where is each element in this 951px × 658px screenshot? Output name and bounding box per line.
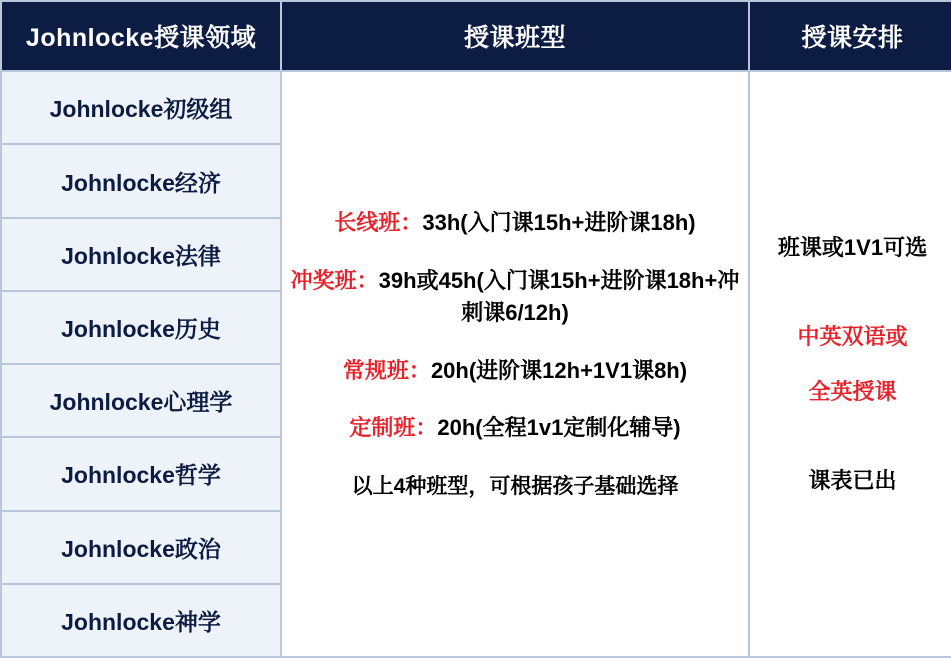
subject-cell-2: Johnlocke法律 xyxy=(1,218,281,291)
class-type-item-3 xyxy=(282,412,748,444)
class-type-detail-2: 20h(进阶课12h+1V1课8h) xyxy=(430,357,688,383)
subject-cell-4: Johnlocke心理学 xyxy=(1,364,281,437)
class-type-name-2: 常规班： xyxy=(342,357,431,383)
class-type-item-2 xyxy=(282,355,748,387)
class-type-item-1 xyxy=(282,265,748,329)
header-class-types: 授课班型 xyxy=(281,1,749,71)
arrangement-spacer-2 xyxy=(750,430,951,464)
class-type-name-3: 定制班： xyxy=(349,415,438,441)
class-type-detail-3: 20h(全程1v1定制化辅导) xyxy=(437,415,681,441)
class-type-name-1: 冲奖班： xyxy=(290,267,379,293)
header-teaching-subjects: Johnlocke授课领域 xyxy=(1,1,281,71)
subject-cell-6: Johnlocke政治 xyxy=(1,511,281,584)
subject-cell-0: Johnlocke初级组 xyxy=(1,71,281,144)
arrangement-line-2a: 中英双语或 xyxy=(797,324,908,350)
class-selection-note: 以上4种班型，可根据孩子基础选择 xyxy=(351,475,679,499)
arrangement-cell xyxy=(749,71,951,657)
class-type-detail-1: 39h或45h(入门课15h+进阶课18h+冲刺课6/12h) xyxy=(378,267,740,325)
subject-cell-1: Johnlocke经济 xyxy=(1,144,281,217)
subject-cell-3: Johnlocke历史 xyxy=(1,291,281,364)
subject-cell-7: Johnlocke神学 xyxy=(1,584,281,657)
class-type-name-0: 长线班： xyxy=(334,209,423,235)
arrangement-spacer-1 xyxy=(750,264,951,298)
arrangement-line-1: 班课或1V1可选 xyxy=(777,235,928,261)
class-type-detail-0: 33h(入门课15h+进阶课18h) xyxy=(422,209,696,235)
arrangement-line-3: 课表已出 xyxy=(808,468,897,494)
header-teaching-arrangement: 授课安排 xyxy=(749,1,951,71)
class-types-cell xyxy=(281,71,749,657)
table-header-row xyxy=(1,1,951,71)
table-row xyxy=(1,71,951,144)
arrangement-line-2b: 全英授课 xyxy=(808,379,897,405)
class-type-item-0 xyxy=(282,207,748,239)
subject-cell-5: Johnlocke哲学 xyxy=(1,437,281,510)
